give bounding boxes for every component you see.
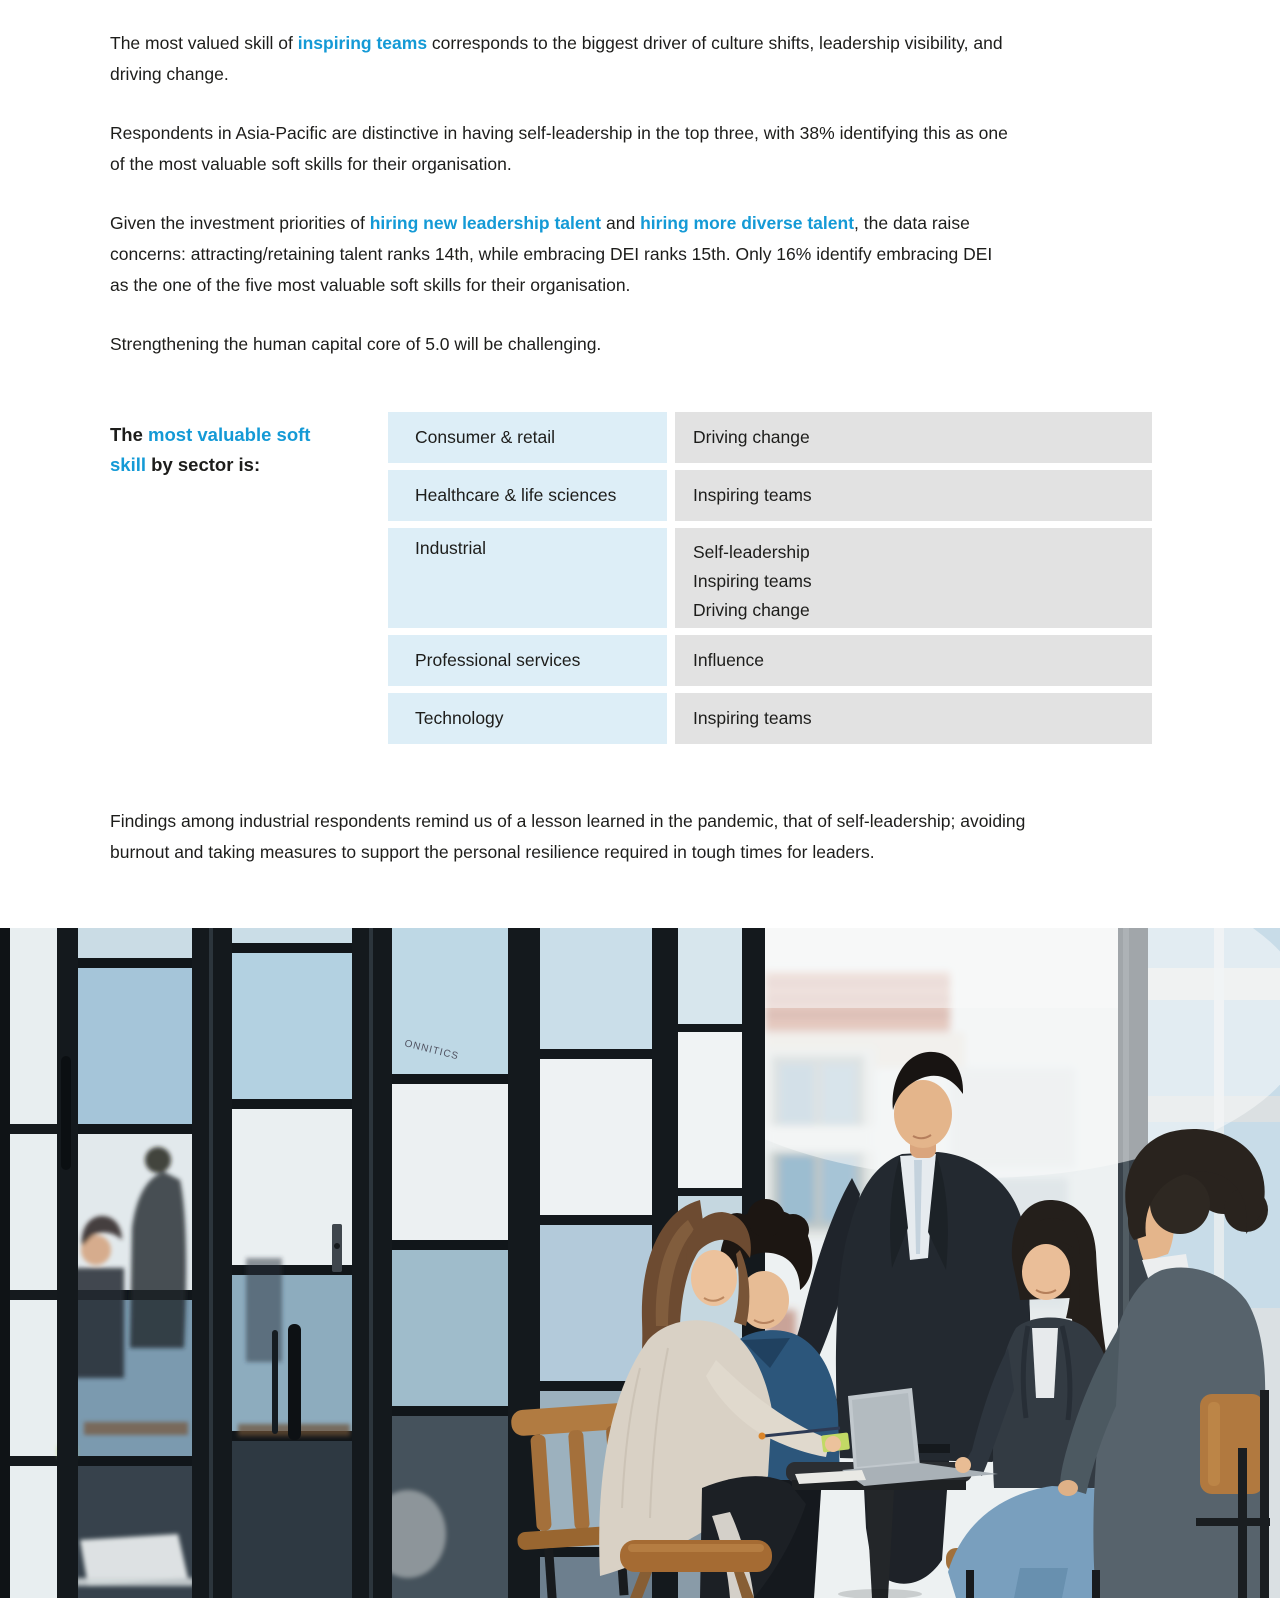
accent-text: hiring more diverse talent (640, 213, 855, 233)
skills-cell (675, 470, 1152, 521)
text: corresponds to the biggest driver of culture shifts, leadership visibility, and (427, 33, 1003, 53)
sector-cell: Technology (388, 693, 667, 744)
sector-row (388, 528, 1152, 628)
text: of the most valuable soft skills for their organisation. (110, 154, 512, 174)
text: The (110, 424, 149, 445)
text: Strengthening the human capital core of 5.0 will be challenging. (110, 334, 602, 354)
sector-cell: Industrial (388, 528, 667, 628)
sector-skill-section (110, 412, 1163, 744)
text-line (110, 837, 1163, 868)
text-line (110, 270, 1163, 301)
text-line (110, 239, 1163, 270)
sector-cell: Consumer & retail (388, 412, 667, 463)
sector-cell: Healthcare & life sciences (388, 470, 667, 521)
text-line (110, 59, 1163, 90)
text: Given the investment priorities of (110, 213, 370, 233)
skill-value: Inspiring teams (693, 485, 812, 505)
text: by sector is: (146, 454, 261, 475)
paragraph (110, 329, 1163, 360)
skill-value: Inspiring teams (693, 708, 812, 728)
text-line (110, 118, 1163, 149)
text: The most valued skill of (110, 33, 298, 53)
sector-table-label (110, 412, 388, 744)
skill-value: Inspiring teams (693, 571, 812, 591)
text: concerns: attracting/retaining talent ranks 14th, while embracing DEI ranks 15th. Only 16% identify embracing DEI (110, 244, 993, 264)
sector-row (388, 693, 1152, 744)
office-meeting-photo-graphic (0, 928, 1280, 1598)
text: driving change. (110, 64, 229, 84)
sector-row (388, 470, 1152, 521)
skills-cell (675, 412, 1152, 463)
text-line (110, 208, 1163, 239)
skill-value: Self-leadership (693, 542, 810, 562)
text-line (110, 329, 1163, 360)
text: , the data raise (854, 213, 970, 233)
glass-sign-text: ONNITICS (403, 1038, 461, 1063)
text-line (110, 149, 1163, 180)
text-line (110, 28, 1163, 59)
accent-text: most valuable soft (148, 424, 311, 445)
text-line (110, 450, 388, 480)
text: burnout and taking measures to support the personal resilience required in tough times for leaders. (110, 842, 875, 862)
accent-text: inspiring teams (297, 33, 428, 53)
office-meeting-photo (0, 928, 1280, 1598)
paragraph (110, 28, 1163, 90)
paragraph (110, 208, 1163, 301)
skill-value: Driving change (693, 427, 810, 447)
text-line (110, 806, 1163, 837)
sector-cell: Professional services (388, 635, 667, 686)
intro-paragraphs (110, 28, 1163, 360)
closing-paragraph (110, 806, 1163, 868)
skills-cell (675, 693, 1152, 744)
text: Respondents in Asia-Pacific are distinctive in having self-leadership in the top three, with 38% identifying this as one (110, 123, 1008, 143)
photo-tint-overlay (0, 928, 1280, 1598)
skill-value: Influence (693, 650, 765, 670)
paragraph (110, 118, 1163, 180)
accent-text: hiring new leadership talent (369, 213, 602, 233)
text: Findings among industrial respondents remind us of a lesson learned in the pandemic, that of self-leadership; avoiding (110, 811, 1026, 831)
sector-row (388, 635, 1152, 686)
sector-skill-table (388, 412, 1152, 744)
skill-value: Driving change (693, 600, 810, 620)
skills-cell (675, 635, 1152, 686)
text: and (601, 213, 641, 233)
text-line (110, 420, 388, 450)
text: as the one of the five most valuable soft skills for their organisation. (110, 275, 631, 295)
sector-row (388, 412, 1152, 463)
skills-cell (675, 528, 1152, 628)
accent-text: skill (110, 454, 146, 475)
